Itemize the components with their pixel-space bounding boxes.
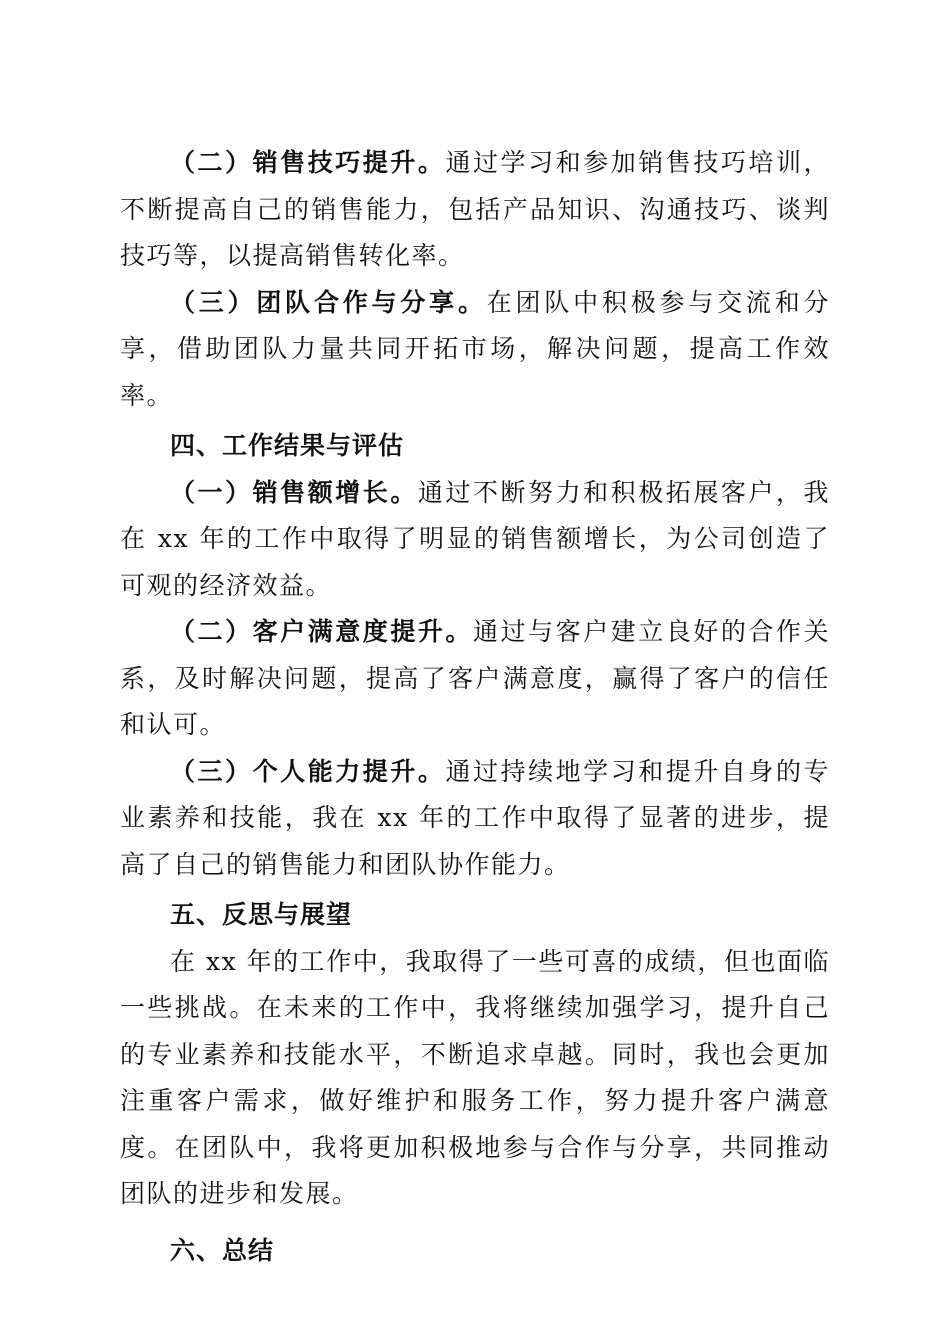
paragraph-reflection [120,939,830,1218]
paragraph-text: 通过持续地学习和提升自身的专业素养和技能，我在 xx 年的工作中取得了显著的进步，提高了自己的销售能力和团队协作能力。 [120,756,830,879]
paragraph-personal-growth [120,749,830,889]
paragraph-text: 通过与客户建立良好的合作关系，及时解决问题，提高了客户满意度，赢得了客户的信任和认可。 [120,617,830,739]
paragraph-teamwork [120,280,830,420]
document-body [120,140,830,1274]
paragraph-lead: （二）客户满意度提升。 [170,617,473,646]
paragraph-text: 通过不断努力和积极拓展客户，我在 xx 年的工作中取得了明显的销售额增长，为公司创造了可观的经济效益。 [120,477,830,600]
paragraph-text: 通过学习和参加销售技巧培训，不断提高自己的销售能力，包括产品知识、沟通技巧、谈判技巧等，以提高销售转化率。 [120,148,830,270]
paragraph-customer-satisfaction [120,609,830,749]
paragraph-text: 在 xx 年的工作中，我取得了一些可喜的成绩，但也面临一些挑战。在未来的工作中，我将继续加强学习，提升自己的专业素养和技能水平，不断追求卓越。同时，我也会更加注重客户需求，做好维护和服务工作，努力提升客户满意度。在团队中，我将更加积极地参与合作与分享，共同推动团队的进步和发展。 [120,946,830,1208]
paragraph-text: 在团队中积极参与交流和分享，借助团队力量共同开拓市场，解决问题，提高工作效率。 [120,287,830,410]
section-heading-results: 四、工作结果与评估 [170,431,405,460]
paragraph-lead: （二）销售技巧提升。 [170,148,446,177]
section-heading-reflection: 五、反思与展望 [170,900,353,929]
paragraph-sales-growth [120,470,830,610]
paragraph-lead: （一）销售额增长。 [170,477,418,507]
section-heading-summary: 六、总结 [170,1235,275,1265]
paragraph-sales-skills [120,140,830,280]
paragraph-lead: （三）团队合作与分享。 [170,287,487,317]
paragraph-lead: （三）个人能力提升。 [170,756,446,786]
